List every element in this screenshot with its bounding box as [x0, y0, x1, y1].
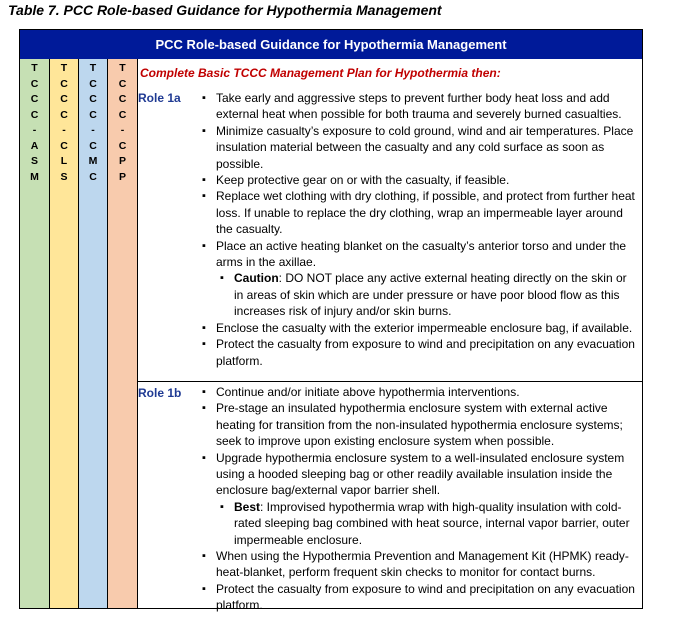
item-text: Protect the casualty from exposure to wind and precipitation on any evacuation platform.: [216, 581, 635, 613]
column-letter: C: [89, 139, 97, 152]
column-letter: C: [60, 108, 68, 121]
item-emphasis: Caution: [234, 271, 279, 286]
table-header: PCC Role-based Guidance for Hypothermia Management: [20, 30, 642, 59]
sub-list-item: [200, 499, 638, 548]
list-item: [200, 188, 638, 237]
column-letter: M: [30, 170, 39, 183]
column-tccc-cls: [50, 59, 79, 608]
item-text: Replace wet clothing with dry clothing, if possible, and protect from further heat loss. If unable to replace the dry clothing, wrap an impermeable layer around the casualty.: [216, 189, 635, 237]
column-letter: C: [89, 77, 97, 90]
item-text: Enclose the casualty with the exterior impermeable enclosure bag, if available.: [216, 320, 633, 335]
list-item: [200, 400, 638, 449]
sub-list-item: [200, 270, 638, 319]
column-letter: C: [118, 108, 127, 121]
item-text: Keep protective gear on or with the casualty, if feasible.: [216, 173, 510, 188]
item-text: When using the Hypothermia Prevention and Management Kit (HPMK) ready-heat-blanket, perform frequent skin checks to monitor for contact burns.: [216, 549, 629, 580]
intro-text: Complete Basic TCCC Management Plan for Hypothermia then:: [140, 66, 501, 80]
column-letter: P: [118, 170, 126, 183]
table-caption: Table 7. PCC Role-based Guidance for Hypothermia Management: [8, 2, 442, 18]
item-text: Protect the casualty from exposure to wind and precipitation on any evacuation platform.: [216, 337, 635, 368]
list-item: [200, 336, 638, 369]
role-divider: [138, 381, 642, 382]
item-text: : Improvised hypothermia wrap with high-quality insulation with cold-rated sleeping bag combined with heat source, internal vapor barrier, outer impermeable enclosure.: [234, 499, 630, 547]
column-tccc-cpp: [108, 59, 138, 608]
column-letter: M: [88, 155, 98, 167]
list-item: [200, 90, 638, 123]
column-letter: T: [89, 62, 97, 74]
item-text: Upgrade hypothermia enclosure system to a well-insulated enclosure system using a hooded sleeping bag or other readily available insulation inside the enclosure bag/external vapor barrier shell.: [216, 450, 625, 498]
item-text: Continue and/or initiate above hypothermia interventions.: [216, 385, 520, 399]
column-letter: C: [89, 108, 97, 121]
column-letter: -: [62, 124, 66, 136]
column-letter: C: [118, 93, 127, 105]
list-item: [200, 238, 638, 271]
column-letter: C: [89, 93, 97, 105]
column-letter: T: [60, 62, 68, 74]
column-letter: T: [119, 62, 126, 74]
item-emphasis: Best: [234, 499, 261, 514]
table-body: [138, 59, 642, 613]
column-letter: C: [118, 77, 127, 90]
column-letter: T: [31, 62, 38, 74]
list-item: [200, 548, 638, 581]
column-letter: L: [60, 155, 68, 167]
role-1b-items: [200, 384, 638, 614]
list-item: [200, 123, 638, 172]
column-letter: C: [60, 93, 68, 105]
item-text: Pre-stage an insulated hypothermia enclosure system with external active heating for transition from the non-insulated hypothermia enclosure systems; seek to improve upon existing enclosure system when possible.: [216, 401, 623, 449]
item-text: Minimize casualty’s exposure to cold ground, wind and air temperatures. Place insulation material between the casualty and any cold surface as soon as possible.: [216, 123, 634, 171]
column-letter: C: [30, 77, 39, 90]
list-item: [200, 384, 638, 400]
item-text: : DO NOT place any active external heating directly on the skin or in areas of skin which are under pressure or have poor blood flow as this increases risk of injury and/or skin burns.: [234, 271, 627, 319]
column-letter: P: [118, 155, 126, 167]
column-letter: S: [30, 155, 38, 167]
column-letter: C: [30, 93, 39, 105]
guidance-table: [19, 29, 643, 613]
role-1b-label: Role 1b: [138, 386, 182, 400]
column-letter: C: [118, 139, 127, 152]
column-tccc-asm: [20, 59, 50, 608]
role-1a-items: [200, 90, 638, 369]
list-item: [200, 320, 638, 336]
item-text: Place an active heating blanket on the casualty’s anterior torso and under the arms in the axillae.: [216, 238, 627, 270]
item-text: Take early and aggressive steps to prevent further body heat loss and add external heat when possible for both trauma and severely burned casualties.: [216, 91, 622, 122]
column-tccc-cmc: [79, 59, 108, 608]
column-letter: C: [89, 170, 97, 183]
column-letter: C: [60, 77, 68, 90]
column-letter: S: [60, 170, 68, 183]
list-item: [200, 450, 638, 499]
list-item: [200, 581, 638, 614]
column-letter: -: [32, 124, 37, 136]
column-letter: C: [60, 139, 68, 152]
role-1a-label: Role 1a: [138, 91, 181, 105]
column-letter: A: [30, 139, 39, 152]
list-item: [200, 172, 638, 188]
column-letter: -: [91, 124, 95, 136]
column-letter: -: [120, 124, 125, 136]
column-letter: C: [30, 108, 39, 121]
